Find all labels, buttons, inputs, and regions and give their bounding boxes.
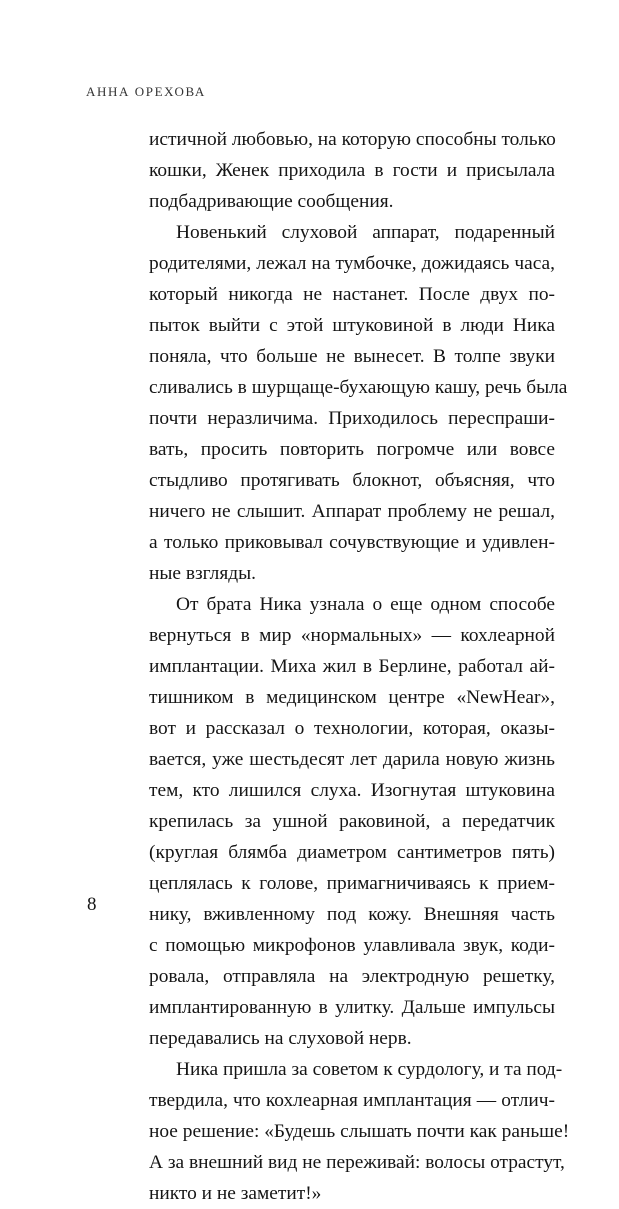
text-line: передавались на слуховой нерв. (149, 1028, 412, 1049)
text-line: вается, уже шестьдесят лет дарила новую жизнь (149, 749, 555, 770)
text-line: который никогда не настанет. После двух по- (149, 284, 555, 305)
text-line: От брата Ника узнала о еще одном способе (176, 594, 555, 615)
text-line: никто и не заметит!» (149, 1183, 322, 1204)
text-line: вернуться в мир «нормальных» — кохлеарной (149, 625, 555, 646)
text-line: цеплялась к голове, примагничиваясь к прием- (149, 873, 555, 894)
text-line: ничего не слышит. Аппарат проблему не решал, (149, 501, 555, 522)
running-title: АННА ОРЕХОВА (86, 84, 206, 99)
text-line: имплантированную в улитку. Дальше импульсы (149, 997, 555, 1018)
text-line: пыток выйти с этой штуковиной в люди Ника (149, 315, 555, 336)
text-line: вать, просить повторить погромче или вовсе (149, 439, 555, 460)
text-line: кошки, Женек приходила в гости и присылала (149, 160, 555, 181)
text-line: Ника пришла за советом к сурдологу, и та под- (176, 1059, 563, 1080)
text-line: вот и рассказал о технологии, которая, оказы- (149, 718, 555, 739)
text-line: (круглая блямба диаметром сантиметров пять) (149, 842, 555, 863)
text-line: сливались в шурщаще-бухающую кашу, речь была (149, 377, 568, 398)
text-line: подбадривающие сообщения. (149, 191, 394, 212)
text-line: Новенький слуховой аппарат, подаренный (176, 222, 555, 243)
text-line: родителями, лежал на тумбочке, дожидаясь часа, (149, 253, 555, 274)
text-line: а только приковывал сочувствующие и удивлен- (149, 532, 555, 553)
text-line: нику, вживленному под кожу. Внешняя часть (149, 904, 555, 925)
text-line: ные взгляды. (149, 563, 256, 584)
text-line: с помощью микрофонов улавливала звук, коди- (149, 935, 555, 956)
text-line: истичной любовью, на которую способны только (149, 129, 556, 150)
text-line: ное решение: «Будешь слышать почти как раньше! (149, 1121, 570, 1142)
body-text (149, 124, 570, 1209)
text-line: крепилась за ушной раковиной, а передатчик (149, 811, 555, 832)
text-line: имплантации. Миха жил в Берлине, работал ай- (149, 656, 555, 677)
text-line: стыдливо протягивать блокнот, объясняя, что (149, 470, 555, 491)
text-line: твердила, что кохлеарная имплантация — отлич- (149, 1090, 555, 1111)
page-number: 8 (87, 894, 97, 915)
text-line: тишником в медицинском центре «NewHear», (149, 687, 555, 708)
text-line: почти неразличима. Приходилось переспраши- (149, 408, 555, 429)
text-line: А за внешний вид не переживай: волосы отрастут, (149, 1152, 565, 1173)
text-line: поняла, что больше не вынесет. В толпе звуки (149, 346, 555, 367)
text-line: ровала, отправляла на электродную решетку, (149, 966, 555, 987)
text-line: тем, кто лишился слуха. Изогнутая штуковина (149, 780, 555, 801)
